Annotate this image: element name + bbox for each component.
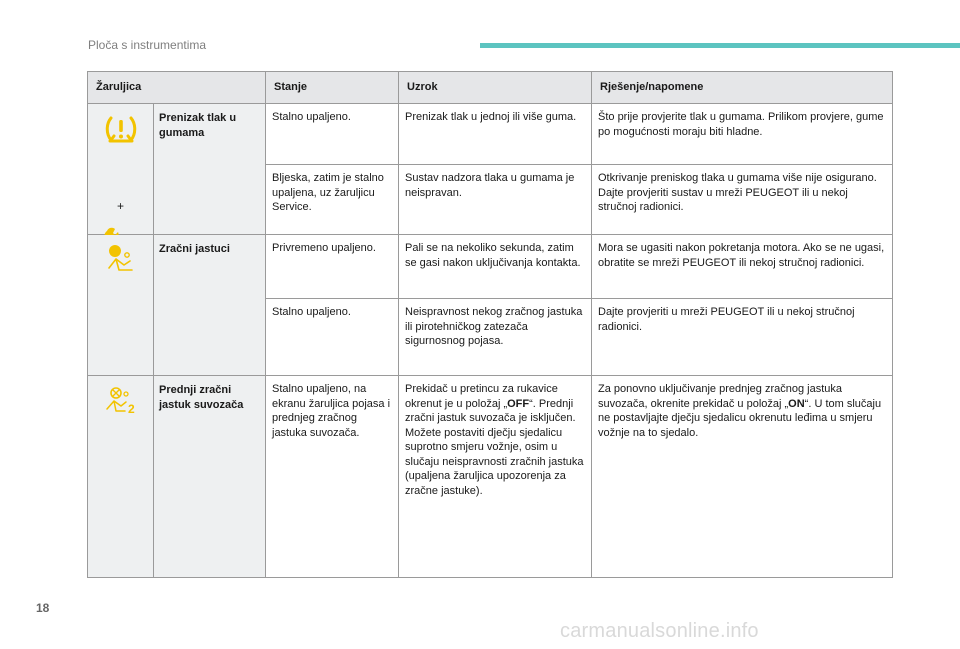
tyre-lamp-icons [88, 104, 154, 235]
page-number: 18 [36, 601, 50, 615]
passenger-airbag-solution: Za ponovno uključivanje prednjeg zračnog jastuka suvozača, okrenite prekidač u položaj „ON“. U tom slučaju ne postavljajte dječju sjedalicu okrenutu leđima u smjeru vožnje na to sjedalo. [592, 376, 893, 578]
warning-lamps-table [87, 71, 893, 578]
tyre-state-1: Stalno upaljeno. [266, 104, 399, 165]
passenger-airbag-off-icon [105, 385, 137, 415]
table-row [88, 376, 893, 578]
table-row [88, 104, 893, 165]
tyre-lamp-name: Prenizak tlak u gumama [154, 104, 266, 235]
col-header-cause: Uzrok [399, 72, 592, 104]
airbag-state-1: Privremeno upaljeno. [266, 235, 399, 299]
col-header-solution: Rješenje/napomene [592, 72, 893, 104]
tyre-cause-2: Sustav nadzora tlaka u gumama je neispravan. [399, 165, 592, 235]
watermark: carmanualsonline.info [560, 620, 759, 642]
tyre-cause-1: Prenizak tlak u jednoj ili više guma. [399, 104, 592, 165]
header-accent-bar [480, 43, 960, 48]
svg-text:2: 2 [127, 402, 135, 415]
tyre-solution-2: Otkrivanje preniskog tlaka u gumama više nije osigurano. Dajte provjeriti sustav u mreži PEUGEOT ili u nekoj stručnoj radionici. [592, 165, 893, 235]
airbag-cause-1: Pali se na nekoliko sekunda, zatim se gasi nakon uključivanja kontakta. [399, 235, 592, 299]
airbag-icon [106, 244, 136, 272]
tyre-pressure-warning-icon [104, 114, 138, 144]
on-position-label: ON [788, 397, 805, 410]
off-position-label: OFF [507, 397, 530, 410]
airbag-lamp-name: Zračni jastuci [154, 235, 266, 376]
col-header-state: Stanje [266, 72, 399, 104]
passenger-airbag-lamp-name: Prednji zračni jastuk suvozača [154, 376, 266, 578]
table-header-row [88, 72, 893, 104]
passenger-airbag-state: Stalno upaljeno, na ekranu žaruljica pojasa i prednjeg zračnog jastuka suvozača. [266, 376, 399, 578]
col-header-lamp: Žaruljica [88, 72, 266, 104]
page-header-title: Ploča s instrumentima [88, 38, 207, 52]
passenger-airbag-lamp-cell [88, 376, 154, 578]
tyre-state-2: Bljeska, zatim je stalno upaljena, uz žaruljicu Service. [266, 165, 399, 235]
tyre-solution-1: Što prije provjerite tlak u gumama. Prilikom provjere, gume po mogućnosti moraju biti hladne. [592, 104, 893, 165]
plus-sign: + [116, 199, 124, 213]
airbag-lamp-cell [88, 235, 154, 376]
airbag-solution-2: Dajte provjeriti u mreži PEUGEOT ili u nekoj stručnoj radionici. [592, 299, 893, 376]
passenger-airbag-cause: Prekidač u pretincu za rukavice okrenut je u položaj „OFF“. Prednji zračni jastuk suvozača je isključen. Možete postaviti dječju sjedalicu suprotno smjeru vožnje, osim u slučaju neispravnosti zračnih jastuka (upaljena žaruljica upozorenja za zračne jastuke). [399, 376, 592, 578]
table-row [88, 235, 893, 299]
airbag-state-2: Stalno upaljeno. [266, 299, 399, 376]
airbag-cause-2: Neispravnost nekog zračnog jastuka ili pirotehničkog zatezača sigurnosnog pojasa. [399, 299, 592, 376]
airbag-solution-1: Mora se ugasiti nakon pokretanja motora. Ako se ne ugasi, obratite se mreži PEUGEOT ili nekoj stručnoj radionici. [592, 235, 893, 299]
